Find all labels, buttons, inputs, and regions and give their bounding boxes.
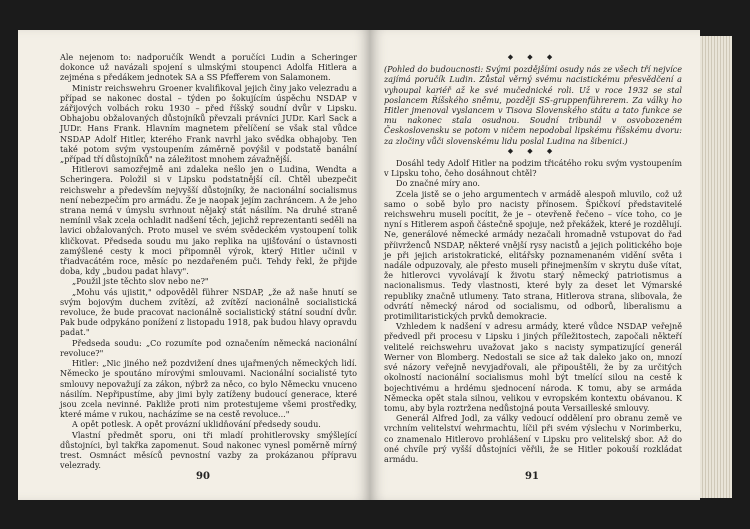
left-page-text bbox=[60, 52, 357, 470]
section-separator: ◆ ◆ ◆ bbox=[507, 146, 559, 155]
paragraph: „Mohu vás ujistit," odpověděl führer NSDAP, „že až naše hnutí se svým bojovým duchem zvítězí, až zvítězí nacionálně socialistická revoluce, že bude pracovat nacionálně socialistický státní soudní dvůr. Pak bude odpykáno ponížení z listopadu 1918, pak budou hlavy opravdu padat." bbox=[60, 286, 357, 338]
paragraph: Vzhledem k nadšení v adresu armády, které vůdce NSDAP veřejně předvedl při procesu v Lipsku i jiných příležitostech, započali někteří velitelé reichswehru uvažovat jako s nacisty sympatizující generál Werner von Blomberg. Nedostali se sice až tak daleko jako on, mnozí své názory veřejně nevyjadřovali, ale připouštěli, že by za určitých okolností nacionální socialismus mohl být tmelící silou na cestě k bojechtivému a hrdému sjednocení národa. K tomu, aby se armáda Německa opět stala silnou, velikou v evropském kontextu obávanou. K tomu, aby byla roztržena nedůstojná pouta Versailleské smlouvy. bbox=[384, 321, 682, 413]
right-page bbox=[370, 30, 700, 500]
page-number: 91 bbox=[525, 471, 539, 482]
paragraph: Ale nejenom to: nadporučík Wendt a poručíci Ludin a Scheringer dokonce už navázali spojení s ulmskými stoupenci Adolfa Hitlera a zejména s předákem jednotek SA a SS Pfefferem von Salamonem. bbox=[60, 52, 357, 83]
paragraph: A opět potlesk. A opět provázní uklidňování předsedy soudu. bbox=[72, 419, 321, 430]
right-page-text bbox=[384, 52, 682, 464]
page-number: 90 bbox=[196, 471, 210, 482]
paragraph: Do značné míry ano. bbox=[396, 178, 480, 189]
paragraph: Ministr reichswehru Groener kvalifikoval jejich činy jako velezradu a případ se nakonec dostal – týden po šokujícím úspěchu NSDAP v zářijových volbách roku 1930 – před říšský soudní dvůr v Lipsku. Obhajobu obžalovaných důstojníků převzali právníci JUDr. Karl Sack a JUDr. Hans Frank. Hlavním magnetem přelíčení se však stal vůdce NSDAP Adolf Hitler, kterého Frank navrhl jako svědka obhajoby. Ten také potom svým vystoupením záměrně povýšil v podstatě banální „případ tří důstojníků" na záležitost mnohem závažnější. bbox=[60, 82, 357, 165]
paragraph: Předseda soudu: „Co rozumíte pod označením německá nacionální revoluce?" bbox=[60, 337, 357, 358]
left-page bbox=[18, 30, 370, 500]
paragraph: Vlastní předmět sporu, oni tři mladí prohitlerovsky smýšlející důstojníci, byl takřka zapomenut. Soud nakonec vynesl poměrně mírný trest. Osmnáct měsíců pevnostní vazby za prokázanou přípravu velezrady. bbox=[60, 429, 357, 471]
book-page-edges bbox=[700, 36, 732, 498]
paragraph: Hitler: „Nic jiného než pozdvižení dnes ujařmených německých lidí. Německo je spoutáno mírovými smlouvami. Nacionální socialisté tyto smlouvy nepovažují za zákon, nýbrž za něco, co bylo Německu vnuceno násilím. Nepřipustíme, aby jimi byly zatíženy budoucí generace, které jsou zcela nevinné. Pakliže proti nim protestujeme všemi prostředky, které máme v rukou, nacházíme se na cestě revoluce..." bbox=[60, 358, 357, 420]
paragraph: „Použil jste těchto slov nebo ne?" bbox=[72, 276, 209, 287]
section-separator: ◆ ◆ ◆ bbox=[507, 53, 559, 61]
paragraph: Hitlerovi samozřejmě ani zdaleka nešlo jen o Ludina, Wendta a Scheringera. Položil si v Lipsku podstatnější cíl. Chtěl ubezpečit reichswehr a především nejvyšší důstojníky, že nacionální socialismus není nebezpečím pro armádu. Že je naopak jejím zachráncem. A že jeho strana nemá v úmyslu svrhnout nějaký stát násilím. Na druhé straně nemínil však zcela ochladit nadšení těch, jejichž reprezentanti seděli na lavici obžalovaných. Proto musel ve svém svědeckém vystoupení tolik kličkovat. Předseda soudu mu jako replika na ujišťování o ústavnosti zamýšlené cesty k moci připomněl výrok, který Hitler učinil v třiadvacátém roce, měsíc po nezdařeném puči. Tehdy řekl, že přijde doba, kdy „budou padat hlavy". bbox=[60, 164, 357, 277]
paragraph: Zcela jistě se o jeho argumentech v armádě alespoň mluvilo, což už samo o sobě bylo pro nacisty přínosem. Špičkoví představitelé reichswehru museli pocítit, že je – otevřeně řečeno – více toho, co je nyní s Hitlerem aspoň částečně spojuje, než překážek, které je rozdělují. Ne, generálové německé armády nezačali hromadně vstupovat do řad příivrženců NSDAP, některé vnější rysy nacistů a jejich politického boje je při jejich aristokratické, elitářsky poznamenaném vidění světa i nadále odpuzovaly, ale přesto museli přinejmenším v skrytu duše vítat, že hitlerovci vyvolávají k životu starý německý patriotismus a nacionalismus. Tedy vlastnosti, které byly za deset let Výmarské republiky značně utlumeny. Tato strana, Hitlerova strana, slibovala, že odvrátí německý národ od socialismu, od odborů, liberalismu a protimilitaristických prvků demokracie. bbox=[384, 188, 682, 322]
paragraph: Dosáhl tedy Adolf Hitler na podzim třicátého roku svým vystoupením v Lipsku toho, čeho dosáhnout chtěl? bbox=[384, 158, 682, 179]
paragraph: Generál Alfred Jodl, za války vedoucí oddělení pro obranu země ve vrchním velitelství wehrmachtu, líčil při svém výslechu v Norimberku, co znamenalo Hitlerovo prohlášení v Lipsku pro velitelský sbor. Až do oné chvíle prý vyšší důstojníci věřili, že se Hitler pokouší rozkládat armádu. bbox=[384, 413, 682, 464]
italic-note: (Pohled do budoucnosti: Svými pozdějšími osudy nás ze všech tří nejvíce zajímá poručík Ludin. Zůstal věrný svému nacistickému přesvědčení a vyhoupal kariéř až ke své mučednické roli. Už v roce 1932 se stal poslancem Říšského sněmu, později SS-gruppenführerem. Za války ho Hitler jmenoval vyslancem v Tisova Slovenského státu a tato funkce se mu nakonec stala osudnou. Soudní tribunál v osvobozeném Československu se potom v ničem nepodobal lipskému říšskému dvoru: za zločiny vůči slovenskému lidu poslal Ludina na šibenici.) bbox=[384, 64, 682, 146]
